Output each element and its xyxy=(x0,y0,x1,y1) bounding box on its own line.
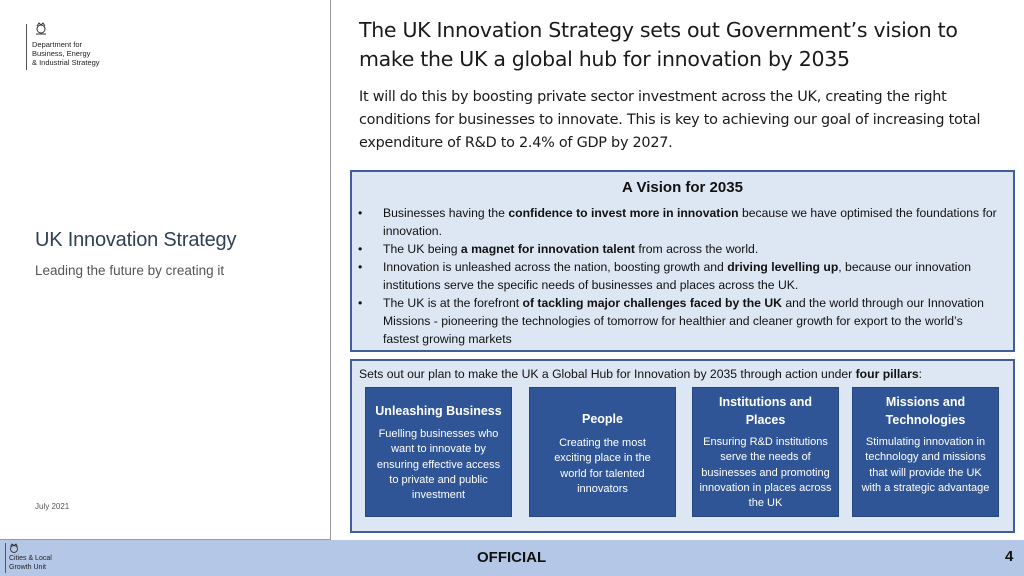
pillar-institutions-and-places xyxy=(692,387,839,517)
pillar-title: People xyxy=(582,412,623,426)
unit-name: Cities & Local Growth Unit xyxy=(9,555,52,571)
page-number: 4 xyxy=(1005,548,1014,565)
cover-date: July 2021 xyxy=(35,502,70,511)
vision-list xyxy=(352,204,1013,348)
slide-title: The UK Innovation Strategy sets out Government’s vision to make the UK a global hub for innovation by 2035 xyxy=(359,18,958,71)
pillar-text: Stimulating innovation in technology and missions that will provide the UK with a strategic advantage xyxy=(861,436,990,494)
pillar-title: Institutions and Places xyxy=(718,395,813,427)
cover-title: UK Innovation Strategy xyxy=(35,229,237,251)
vision-item: • Businesses having the confidence to invest more in innovation because we have optimised the foundations for innovation. xyxy=(358,206,997,238)
royal-crest-icon xyxy=(34,22,48,36)
pillar-title: Missions and Technologies xyxy=(885,395,966,427)
bullet: • xyxy=(358,296,363,310)
royal-crest-icon xyxy=(8,543,20,555)
vision-box xyxy=(350,170,1015,352)
pillars-lead: Sets out our plan to make the UK a Global Hub for Innovation by 2035 through action under four pillars: xyxy=(359,367,922,381)
department-logo xyxy=(26,22,100,70)
slide-intro: It will do this by boosting private sector investment across the UK, creating the right conditions for businesses to innovate. This is key to achieving our goal of increasing total expenditure of R&D to 2.4% of GDP by 2027. xyxy=(359,89,981,151)
pillar-text: Creating the most exciting place in the world for talented innovators xyxy=(554,437,651,495)
pillar-text: Fuelling businesses who want to innovate by ensuring effective access to private and public investment xyxy=(376,428,501,502)
pillar-people xyxy=(529,387,676,517)
cities-local-growth-logo xyxy=(5,543,52,573)
cover-subtitle: Leading the future by creating it xyxy=(35,263,225,278)
bullet: • xyxy=(358,260,363,274)
pillar-missions-and-technologies xyxy=(852,387,999,517)
vision-item: • The UK being a magnet for innovation talent from across the world. xyxy=(358,242,759,256)
report-cover xyxy=(0,0,331,540)
pillars-box xyxy=(350,359,1015,533)
vision-item: • The UK is at the forefront of tackling major challenges faced by the UK and the world through our Innovation Missions - pioneering the technologies of tomorrow for healthier and cleaner growth for export to the world’s fastest growing markets xyxy=(358,296,984,346)
pillar-unleashing-business xyxy=(365,387,512,517)
vision-item: • Innovation is unleashed across the nation, boosting growth and driving levelling up, because our innovation institutions serve the specific needs of businesses and places across the UK. xyxy=(358,260,972,292)
bullet: • xyxy=(358,242,363,256)
bullet: • xyxy=(358,206,363,220)
classification-label: OFFICIAL xyxy=(477,549,547,566)
pillar-title: Unleashing Business xyxy=(375,404,502,418)
pillar-text: Ensuring R&D institutions serve the needs of businesses and promoting innovation in places across the UK xyxy=(699,436,832,510)
vision-heading: A Vision for 2035 xyxy=(622,179,743,196)
department-name: Department for Business, Energy & Industrial Strategy xyxy=(32,40,100,67)
